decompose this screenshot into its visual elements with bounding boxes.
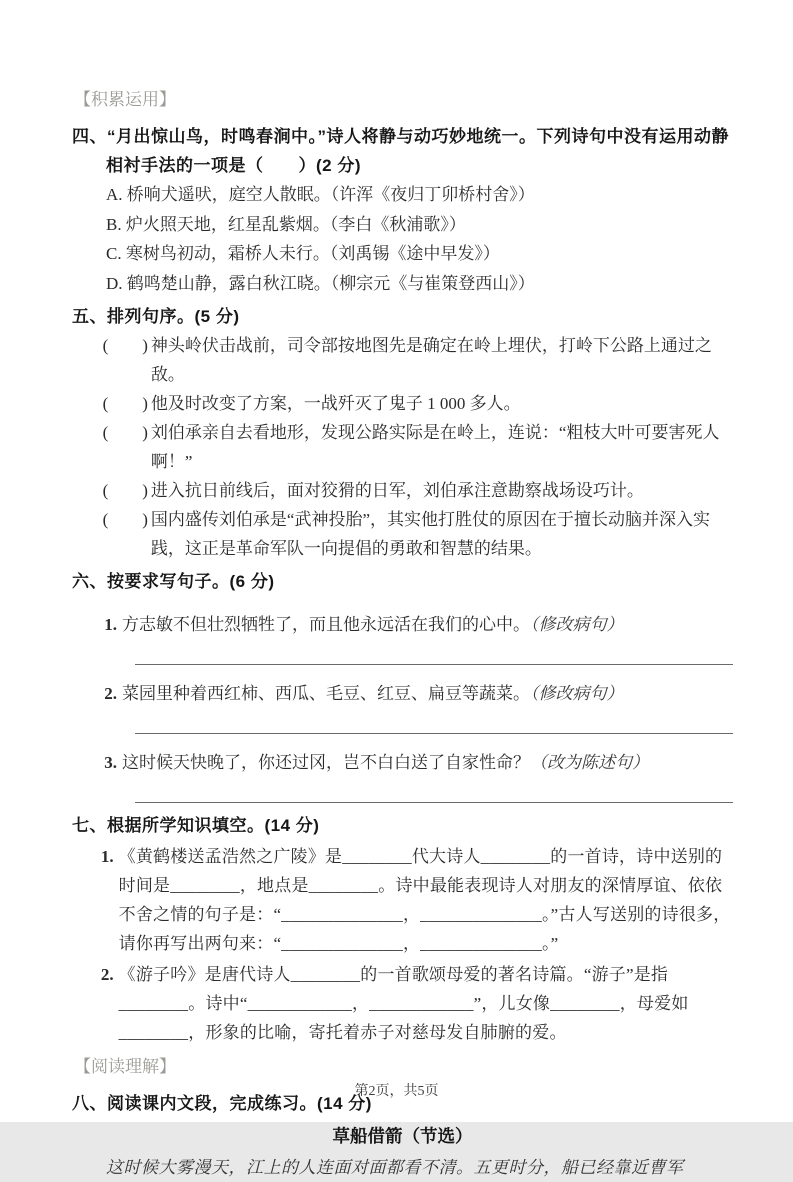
question-7-header: 七、根据所学知识填空。(14 分) — [72, 816, 320, 835]
ordering-item — [72, 418, 733, 476]
ordering-item-text: 刘伯承亲自去看地形，发现公路实际是在岭上，连说：“粗枝大叶可要害死人啊！” — [150, 423, 720, 471]
fill-blank-text: 《游子吟》是唐代诗人________的一首歌颂母爱的著名诗篇。“游子”是指________。诗中“____________，____________”，儿女像________，母爱如________，形象的比喻，寄托着赤子对慈母发自肺腑的爱。 — [118, 965, 689, 1042]
answer-line — [135, 663, 733, 665]
item-number: 2. — [104, 684, 118, 703]
section-label-accumulate: 【积累运用】 — [74, 90, 176, 109]
item-number: 3. — [104, 753, 118, 772]
question-6 — [72, 567, 733, 803]
order-blank-paren: ( ) — [102, 481, 148, 500]
question-8-header: 八、阅读课内文段，完成练习。(14 分) — [72, 1094, 372, 1113]
fill-blank-text: 《黄鹤楼送孟浩然之广陵》是________代大诗人________的一首诗，诗中送别的时间是________，地点是________。诗中最能表现诗人对朋友的深情厚谊、依依不舍之情的句子是：“______________，______________。”古人写送别的诗很多，请你再写出两句来：“______________，______________。” — [118, 847, 731, 953]
question-5 — [72, 302, 733, 563]
rewrite-sentence: 方志敏不但壮烈牺牲了，而且他永远活在我们的心中。 — [122, 615, 531, 634]
ordering-item-text: 进入抗日前线后，面对狡猾的日军，刘伯承注意勘察战场设巧计。 — [150, 481, 644, 500]
item-number: 1. — [100, 847, 114, 866]
rewrite-item — [72, 679, 733, 708]
rewrite-instruction: （修改病句） — [530, 684, 624, 703]
fill-blank-item — [72, 960, 733, 1047]
item-number: 1. — [104, 615, 118, 634]
fill-blank-item — [72, 842, 733, 958]
rewrite-sentence: 这时候天快晚了，你还过冈，岂不白白送了自家性命？ — [122, 753, 531, 772]
ordering-item — [72, 476, 733, 505]
rewrite-instruction: （改为陈述句） — [530, 753, 650, 772]
question-4-option-c: C. 寒树鸟初动，霜桥人未行。（刘禹锡《途中早发》） — [106, 244, 500, 263]
section-label-reading: 【阅读理解】 — [74, 1057, 176, 1076]
question-4-option-d: D. 鹤鸣楚山静，露白秋江晓。（柳宗元《与崔策登西山》） — [106, 273, 535, 293]
ordering-item-text: 他及时改变了方案，一战歼灭了鬼子 1 000 多人。 — [150, 394, 521, 413]
question-4-stem: 四、“月出惊山鸟，时鸣春涧中。”诗人将静与动巧妙地统一。下列诗句中没有运用动静相衬手法的一项是（ ）(2 分) — [72, 127, 729, 175]
item-number: 2. — [100, 965, 114, 984]
question-6-header: 六、按要求写句子。(6 分) — [72, 572, 275, 591]
page-number-footer: 第2页，共5页 — [354, 1084, 439, 1099]
question-4 — [72, 122, 733, 298]
answer-line — [135, 801, 733, 803]
question-8 — [72, 1089, 733, 1182]
reading-passage-title: 草船借箭（节选） — [332, 1126, 473, 1146]
order-blank-paren: ( ) — [102, 423, 148, 442]
order-blank-paren: ( ) — [102, 394, 148, 413]
ordering-item-text: 神头岭伏击战前，司令部按地图先是确定在岭上埋伏，打岭下公路上通过之敌。 — [150, 336, 712, 384]
reading-passage-paragraph: 这时候大雾漫天，江上的人连面对面都看不清。五更时分，船已经靠近曹军 — [106, 1158, 684, 1177]
question-5-header: 五、排列句序。(5 分) — [72, 307, 240, 326]
ordering-item — [72, 505, 733, 563]
ordering-item-text: 国内盛传刘伯承是“武神投胎”，其实他打胜仗的原因在于擅长动脑并深入实践，这正是革命军队一向提倡的勇敢和智慧的结果。 — [150, 510, 711, 558]
ordering-item — [72, 389, 733, 418]
ordering-item — [72, 331, 733, 389]
question-7 — [72, 811, 733, 1047]
answer-line — [135, 732, 733, 734]
order-blank-paren: ( ) — [102, 336, 148, 355]
rewrite-instruction: （修改病句） — [530, 615, 624, 634]
rewrite-sentence: 菜园里种着西红柿、西瓜、毛豆、红豆、扁豆等蔬菜。 — [122, 684, 531, 703]
rewrite-item — [72, 748, 733, 777]
question-4-option-b: B. 炉火照天地，红星乱紫烟。（李白《秋浦歌》） — [106, 214, 466, 234]
question-4-option-a: A. 桥响犬遥吠，庭空人散眠。（许浑《夜归丁卯桥村舍》） — [106, 185, 535, 204]
rewrite-item — [72, 610, 733, 639]
order-blank-paren: ( ) — [102, 510, 148, 529]
